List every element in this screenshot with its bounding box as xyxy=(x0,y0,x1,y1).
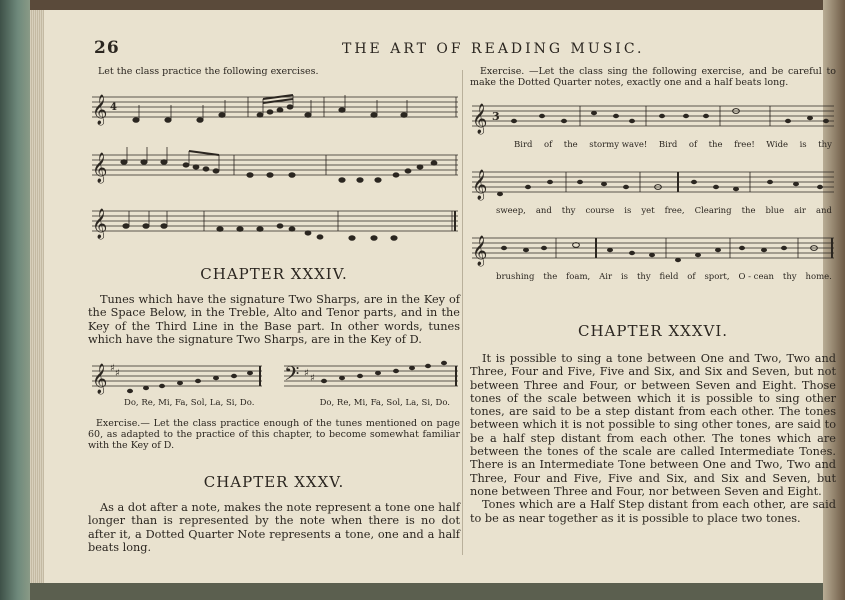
svg-text:𝄞: 𝄞 xyxy=(92,153,108,183)
page-number: 26 xyxy=(94,38,120,58)
exercise-note-34: Exercise.— Let the class practice enough of the tunes mentioned on page 60, as adapted to the practice of this chapter, to become somewhat familiar with the Key of D. xyxy=(88,418,460,452)
svg-text:♯: ♯ xyxy=(110,363,115,375)
lyric-word: home. xyxy=(805,272,832,282)
chapter-36-para-1: It is possible to sing a tone between One and Two, Two and Three, Four and Five, Five and Six, and Six and Seven, but not between Three and Four, or between Seven and Eight. Those tones of the scale between which it is possible to sing other tones, are said to be a step distant from each other. The tones between which it is not possible to sing other tones, are said to be a half step distant from each other. The tones which are between the tones of the scale are called Intermediate Tones. There is an Intermediate Tone between One and Two, Two and Three, Four and Five, Five and Six, and Six and Seven, but none between Three and Four, nor between Seven and Eight. xyxy=(470,352,836,498)
lyric-word: of xyxy=(687,272,696,282)
lyric-word: of xyxy=(544,140,553,150)
song-system-3 xyxy=(470,228,836,282)
lyric-word: Clearing xyxy=(694,206,732,216)
svg-text:4: 4 xyxy=(110,102,117,113)
lyric-word: brushing xyxy=(496,272,535,282)
lyric-word: free, xyxy=(664,206,685,216)
svg-text:𝄞: 𝄞 xyxy=(472,104,488,134)
lyric-word: foam, xyxy=(566,272,591,282)
scale-syllables-bass: Do, Re, Mi, Fa, Sol, La, Si, Do. xyxy=(319,398,450,409)
book-binding xyxy=(0,0,30,600)
lyric-word: free! xyxy=(734,140,755,150)
exercise-intro-left: Let the class practice the following exercises. xyxy=(98,66,319,77)
svg-text:𝄢: 𝄢 xyxy=(284,362,300,391)
lyric-word: thy xyxy=(636,272,651,282)
song-staff-1 xyxy=(470,96,836,136)
svg-text:𝄞: 𝄞 xyxy=(92,364,108,395)
song-staff-3 xyxy=(470,228,836,268)
column-divider xyxy=(462,70,463,555)
lyric-word: blue xyxy=(765,206,785,216)
lyrics-line-2 xyxy=(470,206,836,216)
right-column xyxy=(470,66,836,525)
lyric-word: is xyxy=(624,206,632,216)
page-fore-edge xyxy=(30,10,44,583)
lyric-word: field xyxy=(659,272,679,282)
lyric-word: the xyxy=(708,140,723,150)
svg-text:♯: ♯ xyxy=(115,368,120,380)
page-header xyxy=(90,38,810,62)
lyric-word: sweep, xyxy=(496,206,526,216)
lyric-word: Wide xyxy=(766,140,789,150)
left-column xyxy=(88,66,460,554)
chapter-35-title: CHAPTER XXXV. xyxy=(203,473,345,492)
lyric-word: is xyxy=(620,272,629,282)
lyric-word: and xyxy=(535,206,552,216)
lyric-word: O - cean xyxy=(738,272,775,282)
lyric-word: is xyxy=(799,140,807,150)
key-of-d-scales xyxy=(88,354,460,402)
svg-text:♯: ♯ xyxy=(304,368,309,380)
svg-text:𝄞: 𝄞 xyxy=(472,236,488,266)
lyrics-line-1 xyxy=(470,140,836,150)
chapter-36-para-2: Tones which are a Half Step distant from each other, are said to be as near together as it is possible to place two tones. xyxy=(470,498,836,525)
music-exercises-staff xyxy=(88,77,460,247)
chapter-34-text: Tunes which have the signature Two Sharps, are in the Key of the Space Below, in the Treble, Alto and Tenor parts, and in the Key of the Third Line in the Base part. In other words, tunes which have the signature Two Sharps, are in the Key of D. xyxy=(88,293,460,346)
lyric-word: stormy wave! xyxy=(589,140,648,150)
lyric-word: yet xyxy=(641,206,655,216)
lyric-word: of xyxy=(688,140,698,150)
lyric-word: air xyxy=(794,206,806,216)
lyrics-line-3 xyxy=(470,272,836,282)
lyric-word: sport, xyxy=(704,272,730,282)
svg-text:𝄞: 𝄞 xyxy=(92,209,108,239)
song-staff-2 xyxy=(470,162,836,202)
chapter-35-text: As a dot after a note, makes the note represent a tone one half longer than is represented by the note when there is no dot after it, a Dotted Quarter Note represents a tone, one and a half beats long. xyxy=(88,501,460,555)
lyric-word: and xyxy=(815,206,832,216)
svg-text:𝄞: 𝄞 xyxy=(472,170,488,200)
scale-syllables-treble: Do, Re, Mi, Fa, Sol, La, Si, Do. xyxy=(124,398,255,409)
svg-text:3: 3 xyxy=(492,110,500,123)
running-title: THE ART OF READING MUSIC. xyxy=(342,41,645,57)
svg-text:♯: ♯ xyxy=(310,373,315,385)
lyric-word: thy xyxy=(561,206,576,216)
lyric-word: Bird xyxy=(658,140,678,150)
lyric-word: Bird xyxy=(514,140,533,150)
chapter-36-title: CHAPTER XXXVI. xyxy=(577,322,729,340)
lyric-word: course xyxy=(585,206,615,216)
lyric-word: Air xyxy=(599,272,613,282)
exercise-intro-right: Exercise. —Let the class sing the following exercise, and be careful to make the Dotted Quarter notes, exactly one and a half beats long. xyxy=(470,66,836,88)
lyric-word: thy xyxy=(782,272,797,282)
song-system-2 xyxy=(470,162,836,216)
lyric-word: the xyxy=(543,272,558,282)
lyric-word: the xyxy=(741,206,756,216)
chapter-34-title: CHAPTER XXXIV. xyxy=(200,265,348,283)
song-system-1 xyxy=(470,96,836,150)
treble-clef-icon: 𝄞 xyxy=(92,95,108,125)
lyric-word: thy xyxy=(818,140,832,150)
lyric-word: the xyxy=(563,140,578,150)
